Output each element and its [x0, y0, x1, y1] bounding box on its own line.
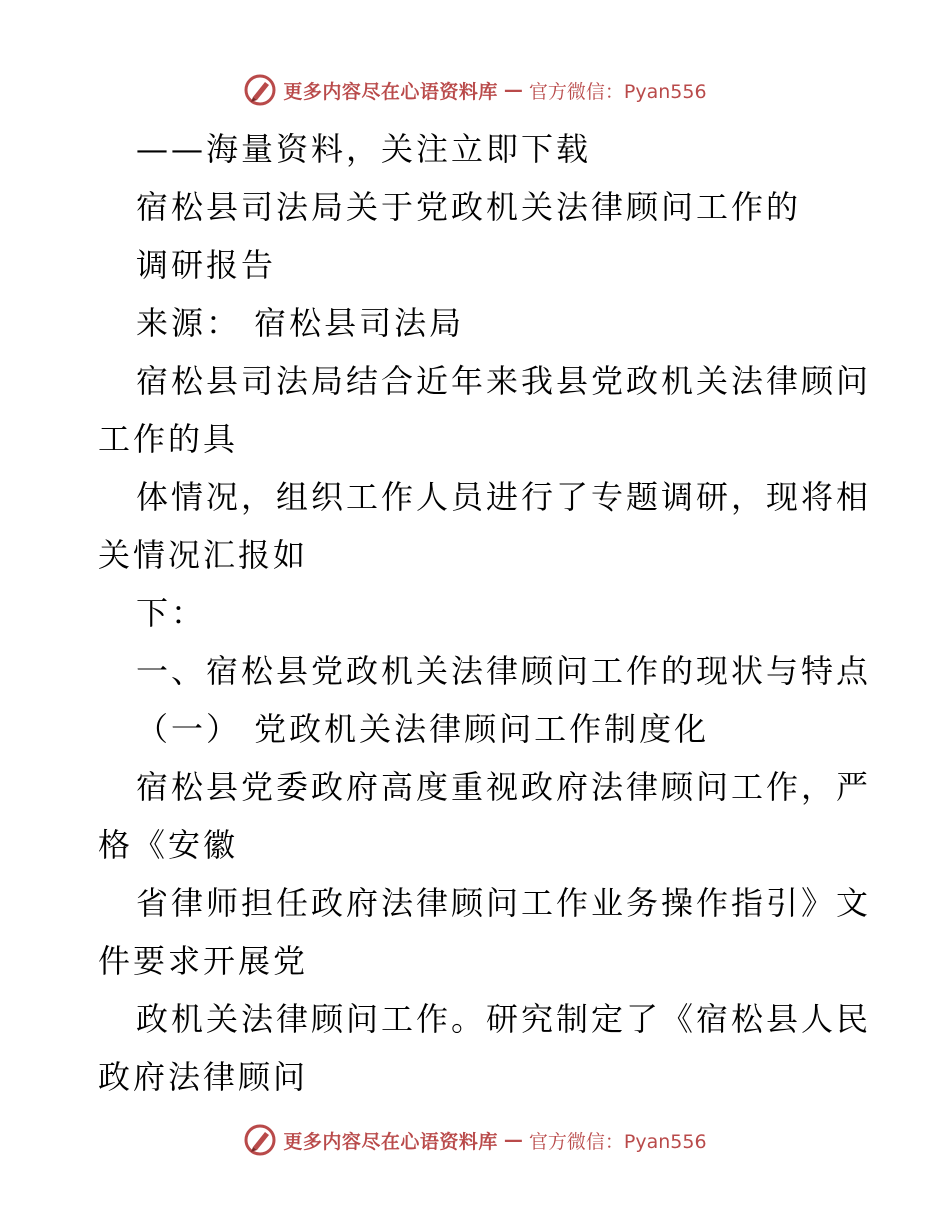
document-line: 件要求开展党: [98, 942, 309, 980]
watermark-wechat-text: 官方微信：Pyan556: [528, 80, 707, 103]
watermark-wechat-text: 官方微信：Pyan556: [528, 1130, 707, 1153]
document-body: [98, 120, 872, 1106]
document-title-line-2: 调研报告: [136, 246, 277, 284]
document-line: 政府法律顾问: [98, 1058, 309, 1096]
document-line: ——海量资料，关注立即下载: [136, 130, 592, 168]
document-line: 下：: [136, 594, 207, 632]
document-line: 省律师担任政府法律顾问工作业务操作指引》文: [136, 884, 872, 922]
watermark-separator: —: [503, 79, 523, 101]
pen-circle-logo-icon: [243, 73, 277, 107]
document-line: 宿松县司法局结合近年来我县党政机关法律顾问: [136, 362, 872, 400]
watermark-site-text: 更多内容尽在心语资料库: [283, 1130, 498, 1153]
document-title-line-1: 宿松县司法局关于党政机关法律顾问工作的: [136, 188, 802, 226]
document-line: 体情况，组织工作人员进行了专题调研，现将相: [136, 478, 872, 516]
subsection-heading: （一） 党政机关法律顾问工作制度化: [136, 710, 710, 748]
document-line: 宿松县党委政府高度重视政府法律顾问工作，严: [136, 768, 872, 806]
pen-circle-logo-icon: [243, 1123, 277, 1157]
watermark-separator: —: [503, 1129, 523, 1151]
document-line: 关情况汇报如: [98, 536, 309, 574]
document-source: 来源： 宿松县司法局: [136, 304, 465, 342]
footer-watermark: [0, 1120, 950, 1160]
document-line: 工作的具: [98, 420, 239, 458]
document-line: 政机关法律顾问工作。研究制定了《宿松县人民: [136, 1000, 872, 1038]
watermark-site-text: 更多内容尽在心语资料库: [283, 80, 498, 103]
header-watermark: [0, 70, 950, 110]
section-heading: 一、宿松县党政机关法律顾问工作的现状与特点: [136, 652, 872, 690]
document-line: 格《安徽: [98, 826, 239, 864]
